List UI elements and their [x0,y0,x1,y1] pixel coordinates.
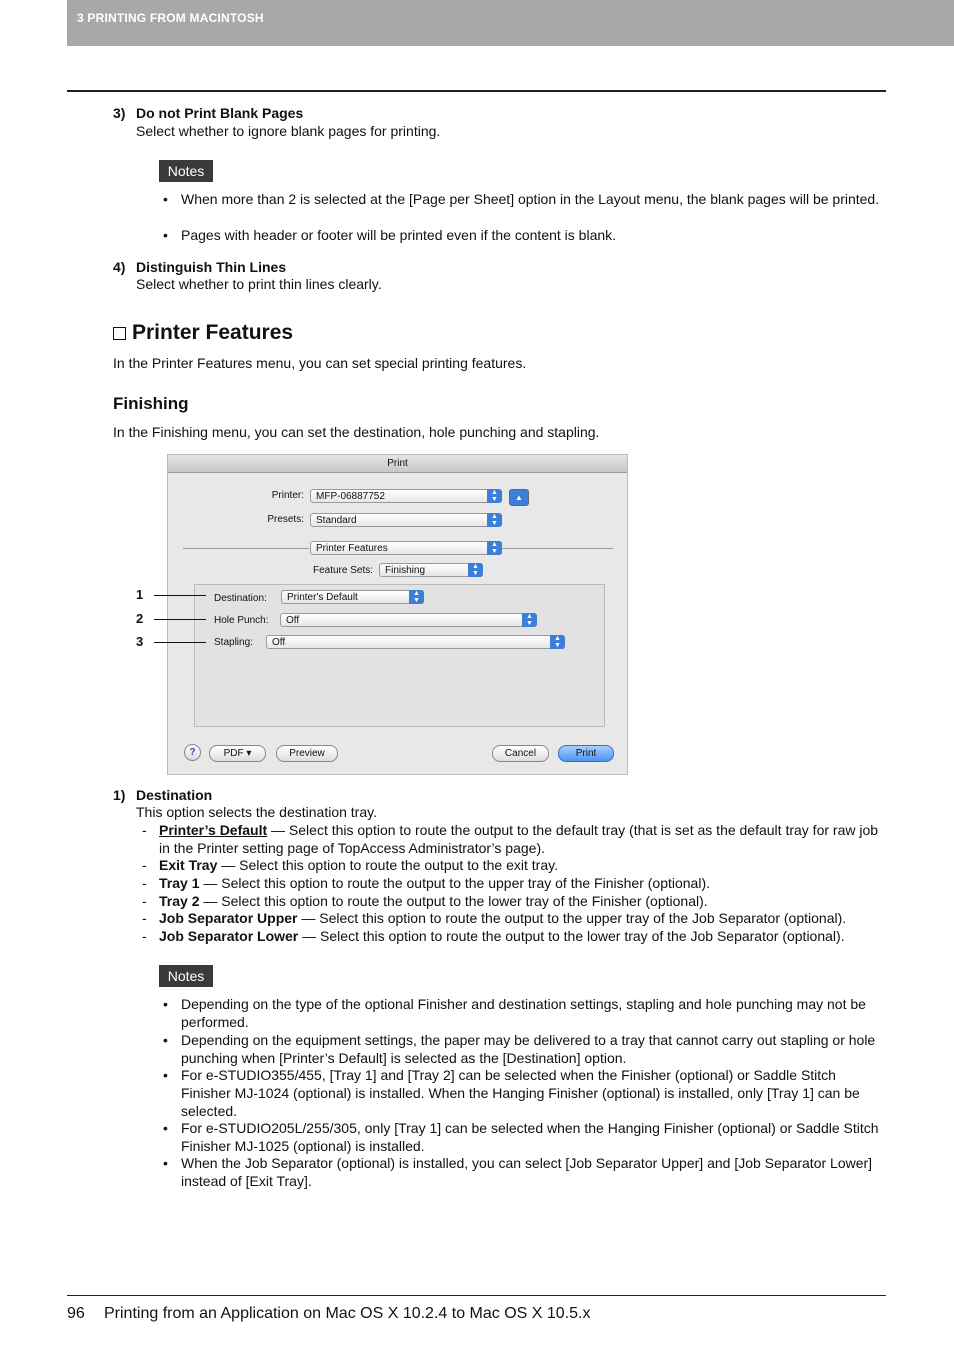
callout-number: 2 [136,611,144,626]
separator-right [502,548,613,549]
print-button[interactable]: Print [558,745,614,762]
item4-title: Distinguish Thin Lines [136,259,287,275]
bullet: • [163,1032,168,1048]
option-text: — Select this option to route the output to the exit tray. [217,857,558,873]
destination-select[interactable] [281,590,424,604]
bottom-rule [67,1295,886,1296]
destination-option [159,821,886,857]
destination-num: 1) [113,787,126,803]
destination-label: Destination: [214,593,267,604]
notes-label: Notes [159,965,213,987]
stapling-select-value: Off [272,637,286,648]
cancel-button[interactable]: Cancel [492,745,549,762]
section-title: 3 PRINTING FROM MACINTOSH [77,11,264,25]
callout-line [154,595,206,596]
bullet: • [163,191,168,207]
updown-arrow-icon: ▲ ▼ [487,541,502,555]
destination-option [159,927,886,945]
finishing-heading: Finishing [113,394,189,413]
pdf-button[interactable]: PDF ▾ [209,745,266,762]
updown-arrow-icon: ▲ ▼ [487,513,502,527]
destination-option [159,874,886,892]
destination-select-value: Printer's Default [287,592,358,603]
dash: - [142,857,147,873]
note-item: For e-STUDIO355/455, [Tray 1] and [Tray 2] can be selected when the Finisher (optional) or Saddle Stitch Finisher MJ-1024 (optional) is installed. When the Hanging Finisher (optional) is installed, only [Tray 1] can be selected. [181,1067,860,1119]
destination-option [159,892,886,910]
finishing-desc: In the Finishing menu, you can set the destination, hole punching and stapling. [113,424,600,440]
presets-select[interactable] [310,513,502,527]
updown-arrow-icon: ▲ ▼ [550,635,565,649]
item4-num: 4) [113,259,126,275]
checkbox-icon [113,327,126,340]
feature-sets-label: Feature Sets: [312,565,373,576]
updown-arrow-icon: ▲ ▼ [409,590,424,604]
section-header [67,0,954,46]
updown-arrow-icon: ▲ ▼ [522,613,537,627]
printer-select-value: MFP-06887752 [316,491,385,502]
notes-label: Notes [159,160,213,182]
expand-icon[interactable]: ▲ [509,489,529,506]
preview-button[interactable]: Preview [276,745,338,762]
destination-option [159,856,886,874]
note-item: When the Job Separator (optional) is installed, you can select [Job Separator Upper] and [Job Separator Lower] instead of [Exit Tray]. [181,1155,873,1189]
dash: - [142,875,147,891]
printer-label: Printer: [271,490,304,501]
hole-punch-select-value: Off [286,615,300,626]
feature-sets-select[interactable] [379,563,483,577]
stapling-select[interactable] [266,635,565,649]
option-text: — Select this option to route the output to the default tray (that is set as the default tray for raw job in the Printer setting page of TopAccess Administrator’s page). [159,822,879,856]
option-name: Tray 2 [159,893,200,909]
dash: - [142,893,147,909]
note-item: When more than 2 is selected at the [Page per Sheet] option in the Layout menu, the blank pages will be printed. [181,191,880,207]
bullet: • [163,1120,168,1136]
updown-arrow-icon: ▲ ▼ [468,563,483,577]
callout-number: 1 [136,587,144,602]
dialog-title: Print [168,455,627,473]
option-name: Job Separator Upper [159,910,298,926]
top-rule [67,90,886,92]
separator-left [183,548,309,549]
option-text: — Select this option to route the output to the lower tray of the Finisher (optional). [199,893,708,909]
hole-punch-select[interactable] [280,613,537,627]
option-text: — Select this option to route the output to the upper tray of the Job Separator (optional). [297,910,847,926]
printer-features-heading-text: Printer Features [132,321,294,344]
presets-label: Presets: [267,514,304,525]
dash: - [142,928,147,944]
printer-features-desc: In the Printer Features menu, you can set special printing features. [113,355,527,371]
item3-num: 3) [113,105,126,121]
item3-title: Do not Print Blank Pages [136,105,304,121]
updown-arrow-icon: ▲ ▼ [487,489,502,503]
note-item: Depending on the equipment settings, the paper may be delivered to a tray that cannot carry out stapling or hole punching when [Printer’s Default] is selected as the [Destination] option. [181,1032,876,1066]
menu-select-value: Printer Features [316,543,388,554]
dash: - [142,910,147,926]
printer-features-heading [113,320,293,346]
note-item: Pages with header or footer will be printed even if the content is blank. [181,227,617,243]
print-dialog [167,454,628,775]
callout-line [154,619,206,620]
item3-desc: Select whether to ignore blank pages for printing. [136,123,441,139]
presets-select-value: Standard [316,515,357,526]
bullet: • [163,1067,168,1083]
feature-sets-select-value: Finishing [385,565,426,576]
option-text: — Select this option to route the output to the upper tray of the Finisher (optional). [199,875,710,891]
bullet: • [163,1155,168,1171]
bullet: • [163,227,168,243]
callout-line [154,642,206,643]
note-item: For e-STUDIO205L/255/305, only [Tray 1] can be selected when the Hanging Finisher (optional) or Saddle Stitch Finisher MJ-1025 (optional) is installed. [181,1120,879,1154]
option-name: Exit Tray [159,857,218,873]
destination-title: Destination [136,787,213,803]
option-name: Job Separator Lower [159,928,299,944]
item4-desc: Select whether to print thin lines clearly. [136,276,382,292]
option-name: Tray 1 [159,875,200,891]
option-text: — Select this option to route the output to the lower tray of the Job Separator (optional). [298,928,845,944]
footer-title: Printing from an Application on Mac OS X 10.2.4 to Mac OS X 10.5.x [104,1305,591,1322]
hole-punch-label: Hole Punch: [214,615,269,626]
printer-select[interactable] [310,489,502,503]
stapling-label: Stapling: [214,637,253,648]
page-number: 96 [67,1305,85,1322]
dash: - [142,822,147,838]
help-icon[interactable]: ? [184,744,201,761]
menu-select[interactable] [310,541,502,555]
option-name: Printer’s Default [159,822,268,838]
note-item: Depending on the type of the optional Finisher and destination settings, stapling and hole punching may not be performed. [181,996,866,1030]
callout-number: 3 [136,634,144,649]
destination-desc: This option selects the destination tray. [136,804,377,820]
destination-option [159,909,886,927]
finishing-panel [194,584,605,727]
bullet: • [163,996,168,1012]
